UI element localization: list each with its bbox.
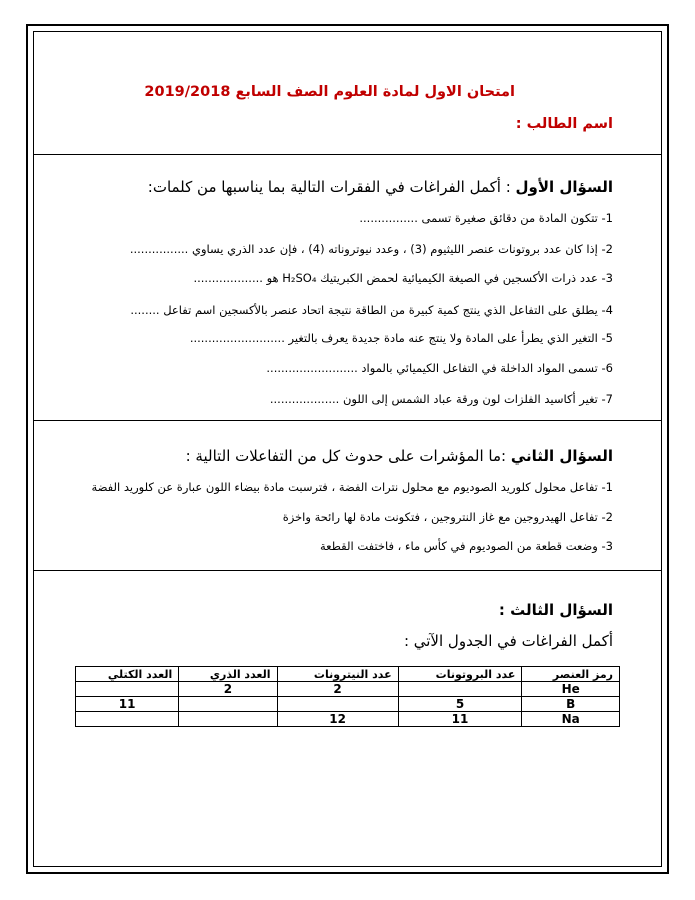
table-cell (179, 712, 277, 727)
table-cell (76, 712, 179, 727)
q3-instruction: أكمل الفراغات في الجدول الآتي : (403, 632, 613, 650)
table-row (76, 697, 620, 712)
table-header-row (76, 667, 620, 682)
table-header: عدد البروتونات (398, 667, 522, 682)
table-header: عدد النيترونات (277, 667, 398, 682)
q2-item: 1- تفاعل محلول كلوريد الصوديوم مع محلول نترات الفضة ، فترسبت مادة بيضاء اللون عبارة عن كلوريد الفضة (91, 480, 613, 494)
q2-label: السؤال الثاني (510, 447, 613, 465)
table-cell (76, 682, 179, 697)
table-cell: 12 (277, 712, 398, 727)
table-cell: B (522, 697, 620, 712)
divider (33, 154, 662, 155)
q1-item: 7- تغير أكاسيد الفلزات لون ورقة عباد الشمس إلى اللون ................... (269, 392, 613, 406)
table-cell: 11 (398, 712, 522, 727)
table-cell (277, 697, 398, 712)
elements-table (75, 666, 620, 727)
table-cell: Na (522, 712, 620, 727)
q1-item: 6- تسمى المواد الداخلة في التفاعل الكيميائي بالمواد ......................... (266, 361, 613, 375)
q2-item: 2- تفاعل الهيدروجين مع غاز النتروجين ، فتكونت مادة لها رائحة واخزة (282, 510, 613, 524)
exam-title: امتحان الاول لمادة العلوم الصف السابع 2019/2018 (144, 84, 515, 100)
table-cell: 5 (398, 697, 522, 712)
q1-item: 1- تتكون المادة من دقائق صغيرة تسمى ................ (359, 211, 613, 225)
table-cell (398, 682, 522, 697)
q1-instruction: : أكمل الفراغات في الفقرات التالية بما يناسبها من كلمات: (147, 178, 516, 196)
q1-item: 3- عدد ذرات الأكسجين في الصيغة الكيميائية لحمض الكبريتيك H₂SO₄ هو ................... (193, 271, 613, 285)
table-cell: 2 (179, 682, 277, 697)
table-header: العدد الذري (179, 667, 277, 682)
q1-label: السؤال الأول (515, 178, 613, 196)
divider (33, 420, 662, 421)
table-row (76, 682, 620, 697)
q1-item: 2- إذا كان عدد بروتونات عنصر الليثيوم (3) ، وعدد نيوتروناته (4) ، فإن عدد الذري يساوي ................ (129, 242, 613, 256)
q2-instruction: :ما المؤشرات على حدوث كل من التفاعلات التالية : (185, 447, 511, 465)
table-cell: 2 (277, 682, 398, 697)
table-cell: He (522, 682, 620, 697)
q1-item: 4- يطلق على التفاعل الذي ينتج كمية كبيرة من الطاقة نتيجة اتحاد عنصر بالأكسجين اسم تفاعل ........ (130, 303, 613, 317)
table-row (76, 712, 620, 727)
table-cell (179, 697, 277, 712)
student-name-label: اسم الطالب : (515, 116, 613, 132)
q3-label: السؤال الثالث : (498, 601, 613, 619)
table-header: العدد الكتلي (76, 667, 179, 682)
table-cell: 11 (76, 697, 179, 712)
table-header: رمز العنصر (522, 667, 620, 682)
q1-item: 5- التغير الذي يطرأ على المادة ولا ينتج عنه مادة جديدة يعرف بالتغير .......................... (189, 331, 613, 345)
q2-heading (186, 447, 613, 465)
q2-item: 3- وضعت قطعة من الصوديوم في كأس ماء ، فاختفت القطعة (320, 539, 613, 553)
divider (33, 570, 662, 571)
q1-heading (148, 178, 613, 196)
